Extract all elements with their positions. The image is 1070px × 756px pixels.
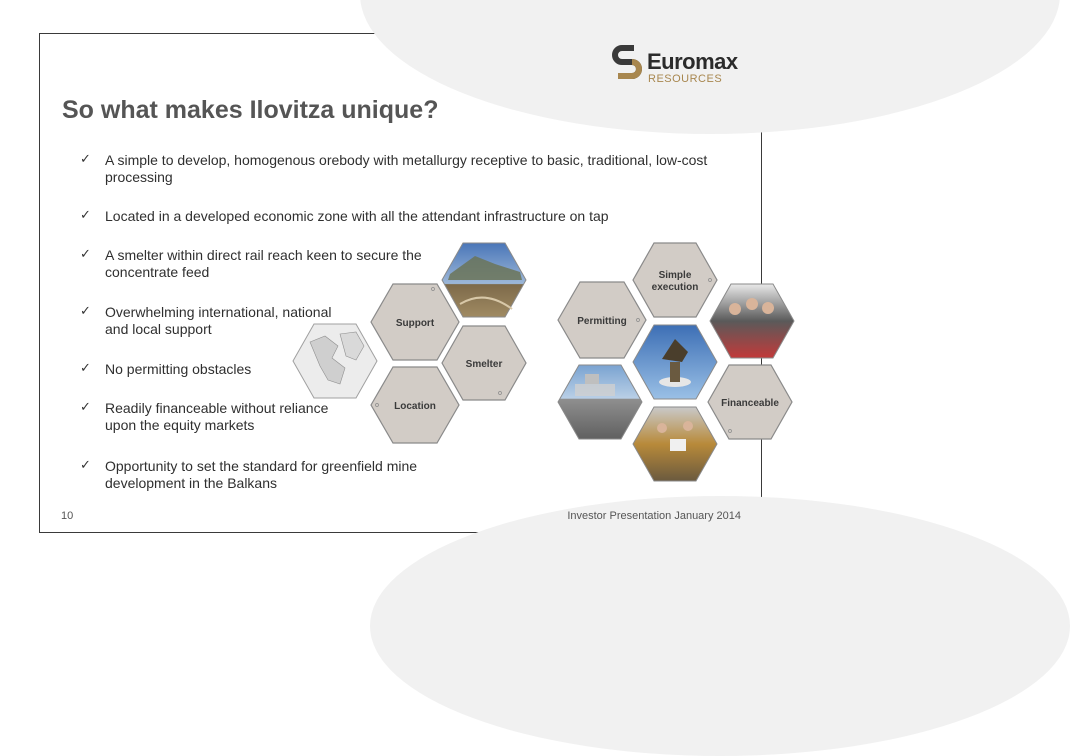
permitting-hexagon bbox=[558, 282, 646, 358]
slide-title: So what makes Ilovitza unique? bbox=[62, 96, 439, 124]
location-hexagon bbox=[371, 367, 459, 443]
bullet-text: Opportunity to set the standard for greenfield mine development in the Balkans bbox=[105, 458, 418, 491]
page-number: 10 bbox=[61, 510, 74, 522]
footer-presentation-title: Investor Presentation January 2014 bbox=[567, 510, 741, 522]
checkmark-icon: ✓ bbox=[80, 247, 91, 262]
slide bbox=[39, 33, 779, 533]
checkmark-icon: ✓ bbox=[80, 304, 91, 319]
simple-execution-hexagon bbox=[633, 243, 717, 317]
background-swoosh-bottom bbox=[370, 496, 1070, 756]
mountain-photo-hexagon bbox=[442, 243, 526, 317]
checkmark-icon: ✓ bbox=[80, 458, 91, 473]
logo-subtitle: RESOURCES bbox=[648, 73, 723, 85]
checkmark-icon: ✓ bbox=[80, 361, 91, 376]
bullet-text: A simple to develop, homogenous orebody with metallurgy receptive to basic, traditional, low-cost processing bbox=[105, 152, 708, 185]
checkmark-icon: ✓ bbox=[80, 208, 91, 223]
checkmark-icon: ✓ bbox=[80, 400, 91, 415]
financeable-hexagon bbox=[708, 365, 792, 439]
simple-execution-label-line1: Simple bbox=[658, 270, 692, 281]
permitting-label: Permitting bbox=[577, 316, 627, 327]
plant-photo-hexagon bbox=[558, 365, 642, 439]
smelter-label: Smelter bbox=[465, 359, 503, 370]
map-hexagon bbox=[293, 324, 377, 398]
bullet-text: No permitting obstacles bbox=[105, 361, 252, 377]
checkmark-icon: ✓ bbox=[80, 152, 91, 167]
bullet-text: Readily financeable without reliance upon the equity markets bbox=[105, 400, 329, 433]
statue-photo-hexagon bbox=[633, 325, 717, 399]
hexagon-cluster bbox=[290, 234, 779, 494]
logo-name: Euromax bbox=[647, 49, 738, 74]
bullet-text: A smelter within direct rail reach keen to secure the concentrate feed bbox=[105, 247, 422, 280]
bullet-text: Located in a developed economic zone with all the attendant infrastructure on tap bbox=[105, 208, 609, 224]
support-label: Support bbox=[395, 318, 435, 329]
simple-execution-label-line2: execution bbox=[651, 282, 699, 293]
euromax-logo-icon bbox=[612, 44, 642, 80]
smelter-hexagon bbox=[442, 326, 526, 400]
people-photo-hexagon bbox=[710, 284, 794, 358]
euromax-logo bbox=[612, 44, 752, 84]
financeable-label: Financeable bbox=[721, 398, 779, 409]
location-label: Location bbox=[394, 401, 436, 412]
support-hexagon bbox=[371, 284, 459, 360]
workers-photo-hexagon bbox=[633, 407, 717, 481]
hexagon-graphic bbox=[290, 234, 779, 494]
bullet-text: Overwhelming international, national and local support bbox=[105, 304, 332, 337]
